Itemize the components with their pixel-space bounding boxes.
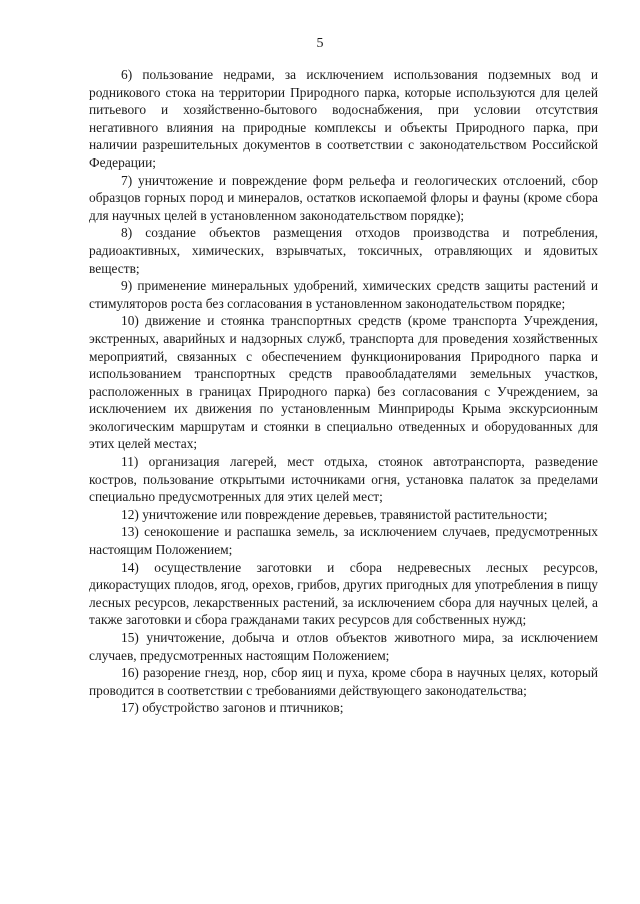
list-item-8: 8) создание объектов размещения отходов производства и потребления, радиоактивных, химических, взрывчатых, токсичных, отравляющих и ядовитых веществ; bbox=[89, 225, 598, 276]
list-item-11: 11) организация лагерей, мест отдыха, стоянок автотранспорта, разведение костров, пользование открытыми источниками огня, установка палаток за пределами специально предусмотренных для этих целей мест; bbox=[89, 454, 598, 505]
list-item-9: 9) применение минеральных удобрений, химических средств защиты растений и стимуляторов роста без согласования в установленном законодательством порядке; bbox=[89, 278, 598, 311]
list-item-6: 6) пользование недрами, за исключением использования подземных вод и родникового стока на территории Природного парка, которые используются для целей питьевого и хозяйственно-бытового водоснабжения, при условии отсутствия негативного влияния на природные комплексы и объекты Природного парка, при наличии разрешительных документов в соответствии с законодательством Российской Федерации; bbox=[89, 67, 598, 170]
list-item-10: 10) движение и стоянка транспортных средств (кроме транспорта Учреждения, экстренных, аварийных и надзорных служб, транспорта для проведения хозяйственных мероприятий, связанных с обеспечением функционирования Природного парка и использованием транспортных средств правообладателями земельных участков, расположенных в границах Природного парка) без согласования с Учреждением, за исключением их движения по установленным Минприроды Крыма экскурсионным экологическим маршрутам и стоянки в специально отведенных и оборудованных для этих целей местах; bbox=[89, 313, 598, 452]
document-body bbox=[89, 66, 598, 717]
list-item-7: 7) уничтожение и повреждение форм рельефа и геологических отслоений, сбор образцов горных пород и минералов, остатков ископаемой флоры и фауны (кроме сбора для научных целей в установленном законодательством порядке); bbox=[89, 172, 598, 223]
list-item-14: 14) осуществление заготовки и сбора недревесных лесных ресурсов, дикорастущих плодов, ягод, орехов, грибов, других пригодных для употребления в пищу лесных ресурсов, лекарственных растений, за исключением сбора для научных целей, а также заготовки и сбора гражданами таких ресурсов для собственных нужд; bbox=[89, 559, 598, 628]
list-item-17: 17) обустройство загонов и птичников; bbox=[121, 700, 344, 716]
list-item-15: 15) уничтожение, добыча и отлов объектов животного мира, за исключением случаев, предусмотренных настоящим Положением; bbox=[89, 630, 598, 663]
page-number: 5 bbox=[316, 36, 324, 51]
list-item-13: 13) сенокошение и распашка земель, за исключением случаев, предусмотренных настоящим Положением; bbox=[89, 524, 598, 558]
list-item-16: 16) разорение гнезд, нор, сбор яиц и пуха, кроме сбора в научных целях, который проводится в соответствии с требованиями действующего законодательства; bbox=[89, 665, 598, 698]
list-item-12: 12) уничтожение или повреждение деревьев, травянистой растительности; bbox=[121, 506, 548, 522]
